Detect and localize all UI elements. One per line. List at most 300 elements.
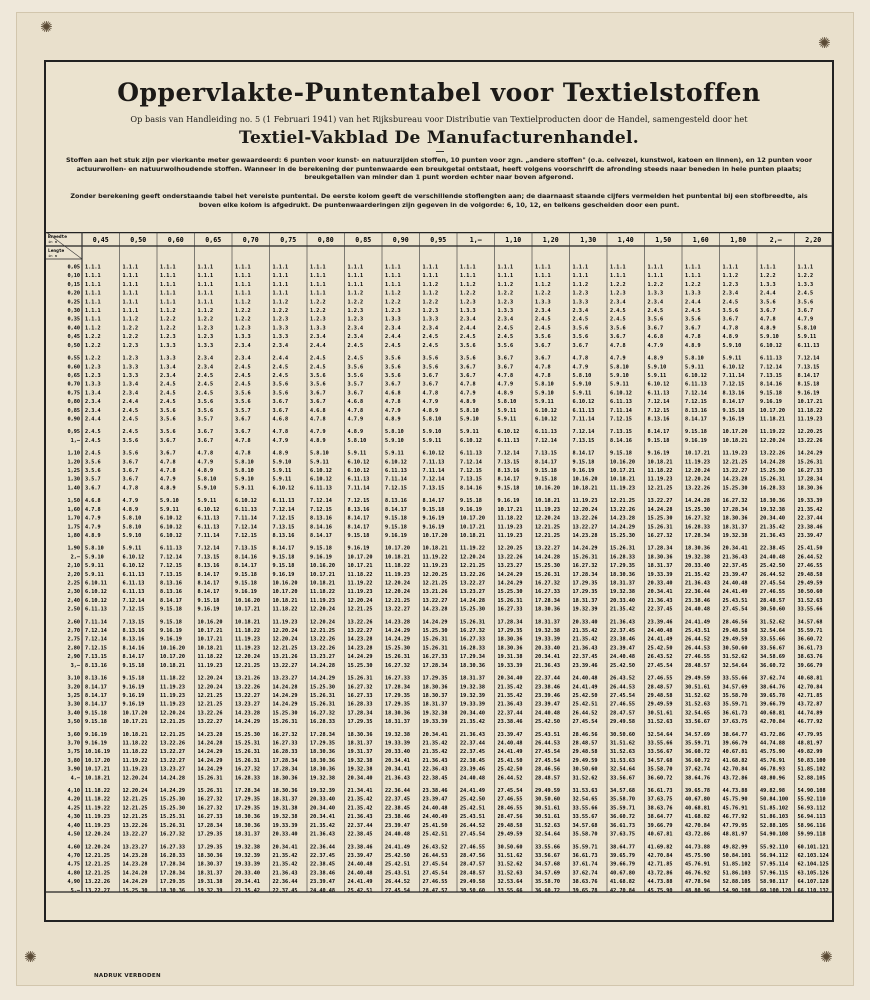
points-cell: 27.45.54 bbox=[760, 580, 785, 587]
points-cell: 28.48.57 bbox=[760, 597, 785, 604]
points-cell: 39.65.78 bbox=[760, 692, 785, 699]
points-cell: 4.6.8 bbox=[647, 334, 664, 341]
points-cell: 13.22.27 bbox=[160, 749, 185, 756]
points-cell: 20.34.41 bbox=[272, 844, 298, 851]
points-cell: 12.21.25 bbox=[610, 498, 635, 505]
points-cell: 5.9.10 bbox=[85, 554, 104, 561]
points-cell: 18.30.36 bbox=[347, 731, 373, 738]
points-cell: 32.54.64 bbox=[647, 731, 673, 738]
points-cell: 19.32.38 bbox=[685, 554, 710, 561]
points-cell: 41.68.82 bbox=[722, 757, 748, 764]
points-cell: 27.45.54 bbox=[535, 749, 560, 756]
points-cell: 17.28.34 bbox=[197, 822, 223, 829]
points-cell: 11.18.22 bbox=[797, 407, 823, 414]
points-cell: 1.1.2 bbox=[235, 299, 251, 306]
points-cell: 2.3.4 bbox=[160, 372, 176, 379]
points-cell: 18.30.36 bbox=[647, 554, 673, 561]
points-cell: 8.13.16 bbox=[685, 407, 707, 414]
points-cell: 14.24.29 bbox=[310, 675, 335, 682]
points-cell: 1.1.1 bbox=[497, 273, 514, 280]
points-cell: 20.34.41 bbox=[535, 654, 560, 661]
points-cell: 16.27.33 bbox=[385, 675, 410, 682]
points-cell: 1.3.3 bbox=[422, 316, 439, 323]
points-cell: 16.27.32 bbox=[572, 563, 598, 570]
points-cell: 47.79.95 bbox=[797, 731, 823, 738]
points-cell: 21.36.43 bbox=[497, 701, 523, 708]
points-cell: 10.18.21 bbox=[272, 597, 298, 604]
points-cell: 29.48.58 bbox=[797, 571, 823, 578]
points-cell: 4.8.9 bbox=[760, 325, 776, 332]
points-cell: 13.22.26 bbox=[160, 740, 185, 747]
points-cell: 8.13.16 bbox=[272, 532, 295, 539]
points-cell: 4.7.8 bbox=[460, 381, 476, 388]
points-cell: 10.16.20 bbox=[197, 619, 223, 626]
points-cell: 15.25.31 bbox=[235, 740, 260, 747]
points-cell: 31.52.63 bbox=[685, 701, 710, 708]
points-cell: 3.6.7 bbox=[422, 381, 439, 388]
points-cell: 1.3.3 bbox=[685, 290, 701, 297]
points-cell: 1.1.1 bbox=[272, 264, 289, 271]
points-cell: 1.1.2 bbox=[572, 281, 589, 288]
points-cell: 1.2.2 bbox=[535, 290, 551, 297]
points-cell: 3.6.7 bbox=[310, 399, 326, 406]
points-cell: 2.3.4 bbox=[722, 290, 739, 297]
points-cell: 7.12.14 bbox=[685, 390, 707, 397]
points-cell: 43.72.86 bbox=[760, 731, 785, 738]
points-cell: 16.27.33 bbox=[535, 589, 560, 596]
points-cell: 2.4.5 bbox=[272, 364, 289, 371]
points-cell: 1.1.2 bbox=[422, 290, 439, 297]
points-cell: 35.58.70 bbox=[535, 879, 560, 886]
points-cell: 20.34.41 bbox=[235, 879, 260, 886]
points-cell: 5.9.11 bbox=[197, 498, 217, 505]
length-label: 2,20 bbox=[67, 571, 80, 578]
points-cell: 13.22.27 bbox=[722, 468, 748, 475]
points-cell: 32.54.64 bbox=[610, 766, 635, 773]
points-cell: 22.38.45 bbox=[385, 805, 410, 812]
points-cell: 5.9.11 bbox=[460, 429, 479, 436]
points-cell: 10.16.20 bbox=[272, 580, 298, 587]
points-cell: 19.31.38 bbox=[197, 879, 223, 886]
points-cell: 19.32.39 bbox=[197, 887, 223, 894]
points-cell: 31.51.62 bbox=[497, 852, 523, 859]
points-cell: 21.35.42 bbox=[460, 719, 485, 726]
points-cell: 3.6.7 bbox=[722, 316, 739, 323]
points-cell: 15.25.30 bbox=[497, 589, 523, 596]
points-cell: 14.24.28 bbox=[685, 498, 710, 505]
points-cell: 5.8.10 bbox=[235, 468, 254, 475]
length-label: 4,20 bbox=[67, 796, 80, 803]
points-cell: 10.18.21 bbox=[160, 662, 185, 669]
points-cell: 12.20.24 bbox=[197, 684, 223, 691]
points-cell: 1.2.2 bbox=[647, 281, 664, 288]
points-cell: 16.27.32 bbox=[535, 580, 560, 587]
length-label: 1,75 bbox=[67, 524, 80, 531]
points-cell: 3.5.6 bbox=[235, 399, 251, 406]
points-cell: 3.5.6 bbox=[572, 325, 589, 332]
points-cell: 6.11.13 bbox=[572, 407, 595, 414]
points-cell: 1.2.3 bbox=[347, 308, 364, 315]
points-cell: 9.15.18 bbox=[197, 597, 220, 604]
points-cell: 14.24.29 bbox=[272, 701, 298, 708]
points-cell: 5.9.11 bbox=[572, 390, 592, 397]
points-cell: 17.29.35 bbox=[347, 719, 373, 726]
points-cell: 42.70.84 bbox=[722, 766, 748, 773]
points-cell: 7.13.15 bbox=[85, 654, 107, 661]
points-cell: 11.18.22 bbox=[122, 749, 148, 756]
points-cell: 26.44.52 bbox=[685, 636, 710, 643]
points-cell: 19.33.39 bbox=[497, 662, 523, 669]
points-cell: 27.46.55 bbox=[497, 796, 523, 803]
points-cell: 12.21.25 bbox=[460, 563, 485, 570]
points-cell: 2.4.4 bbox=[685, 299, 701, 306]
points-cell: 8.13.16 bbox=[197, 563, 220, 570]
points-cell: 4.7.9 bbox=[572, 364, 589, 371]
points-cell: 6.10.11 bbox=[85, 580, 107, 587]
points-cell: 3.5.7 bbox=[235, 407, 251, 414]
points-cell: 37.62.74 bbox=[685, 766, 710, 773]
points-cell: 1.1.1 bbox=[310, 290, 326, 297]
points-cell: 4.8.9 bbox=[272, 450, 289, 457]
points-cell: 33.55.66 bbox=[497, 887, 523, 894]
thumbtack-hole-icon: ✺ bbox=[40, 18, 53, 36]
points-cell: 30.51.61 bbox=[685, 684, 710, 691]
points-cell: 10.18.21 bbox=[572, 485, 598, 492]
points-cell: 2.4.5 bbox=[235, 364, 251, 371]
points-cell: 2.3.4 bbox=[197, 355, 214, 362]
points-cell: 14.24.29 bbox=[160, 788, 185, 795]
points-cell: 4.7.9 bbox=[85, 515, 101, 522]
points-cell: 24.40.48 bbox=[685, 606, 710, 613]
points-cell: 9.15.18 bbox=[310, 545, 332, 552]
points-cell: 9.16.19 bbox=[235, 589, 257, 596]
points-cell: 1.1.1 bbox=[460, 273, 476, 280]
points-cell: 26.44.52 bbox=[385, 879, 410, 886]
points-cell: 10.17.20 bbox=[422, 532, 448, 539]
points-cell: 17.29.34 bbox=[460, 654, 485, 661]
points-cell: 6.10.12 bbox=[85, 589, 107, 596]
points-cell: 5.8.10 bbox=[347, 437, 367, 444]
points-cell: 14.23.28 bbox=[347, 636, 373, 643]
points-cell: 4.7.8 bbox=[197, 450, 214, 457]
points-cell: 15.26.31 bbox=[235, 757, 260, 764]
points-cell: 9.15.18 bbox=[385, 524, 407, 531]
points-cell: 64.107.128 bbox=[797, 879, 829, 886]
points-cell: 1.2.2 bbox=[85, 355, 101, 362]
length-label: 2,75 bbox=[67, 636, 80, 643]
points-cell: 4.7.8 bbox=[685, 334, 701, 341]
points-cell: 31.52.62 bbox=[572, 775, 598, 782]
points-cell: 4.7.9 bbox=[160, 476, 176, 483]
points-cell: 13.23.27 bbox=[235, 701, 260, 708]
length-label: 0,90 bbox=[67, 416, 80, 423]
points-cell: 20.33.40 bbox=[685, 563, 710, 570]
length-label: 2,25 bbox=[67, 580, 80, 587]
points-cell: 12.21.25 bbox=[347, 606, 373, 613]
points-cell: 13.22.27 bbox=[460, 580, 485, 587]
points-cell: 3.6.7 bbox=[160, 450, 176, 457]
points-cell: 44.74.88 bbox=[760, 740, 785, 747]
points-cell: 32.54.64 bbox=[535, 831, 560, 838]
points-cell: 12.20.24 bbox=[160, 710, 185, 717]
points-cell: 2.4.4 bbox=[85, 416, 101, 423]
points-cell: 13.23.27 bbox=[160, 766, 185, 773]
points-cell: 6.11.13 bbox=[685, 381, 707, 388]
points-cell: 23.38.46 bbox=[310, 870, 335, 877]
points-cell: 2.4.5 bbox=[197, 372, 214, 379]
points-cell: 12.21.25 bbox=[422, 580, 448, 587]
points-cell: 18.31.37 bbox=[272, 796, 298, 803]
points-cell: 10.16.20 bbox=[535, 485, 560, 492]
points-cell: 12.20.24 bbox=[85, 844, 110, 851]
points-cell: 22.37.45 bbox=[722, 563, 748, 570]
points-cell: 7.13.15 bbox=[760, 372, 782, 379]
points-cell: 15.26.31 bbox=[497, 597, 523, 604]
points-cell: 7.11.14 bbox=[235, 515, 257, 522]
points-cell: 23.39.46 bbox=[572, 662, 598, 669]
points-cell: 13.22.27 bbox=[572, 524, 598, 531]
points-cell: 8.13.16 bbox=[122, 628, 145, 635]
points-cell: 20.33.40 bbox=[310, 796, 335, 803]
points-cell: 6.11.13 bbox=[235, 506, 257, 513]
points-cell: 9.15.18 bbox=[422, 506, 445, 513]
points-cell: 17.28.34 bbox=[497, 619, 523, 626]
points-cell: 51.85.102 bbox=[760, 805, 789, 812]
points-cell: 39.65.78 bbox=[572, 887, 598, 894]
points-cell: 9.15.18 bbox=[385, 515, 407, 522]
points-cell: 10.17.20 bbox=[460, 515, 485, 522]
points-cell: 14.24.28 bbox=[122, 870, 148, 877]
points-cell: 31.52.62 bbox=[760, 619, 785, 626]
length-label: 1,30 bbox=[67, 476, 80, 483]
points-cell: 6.11.13 bbox=[272, 498, 295, 505]
points-cell: 10.17.21 bbox=[610, 468, 635, 475]
points-cell: 2.4.5 bbox=[85, 429, 101, 436]
points-cell: 6.10.12 bbox=[422, 450, 445, 457]
points-cell: 23.38.46 bbox=[385, 814, 410, 821]
points-cell: 21.35.42 bbox=[572, 636, 598, 643]
points-cell: 8.13.16 bbox=[722, 390, 745, 397]
points-cell: 3.5.6 bbox=[460, 355, 476, 362]
length-label: 0,60 bbox=[67, 364, 80, 371]
points-cell: 4.7.8 bbox=[722, 325, 739, 332]
points-cell: 24.40.48 bbox=[535, 710, 560, 717]
points-cell: 21.36.43 bbox=[572, 645, 598, 652]
points-cell: 1.2.3 bbox=[160, 334, 176, 341]
points-cell: 10.17.21 bbox=[497, 506, 523, 513]
points-cell: 2.4.5 bbox=[197, 390, 214, 397]
points-cell: 1.1.1 bbox=[122, 290, 139, 297]
points-cell: 51.86.103 bbox=[760, 814, 789, 821]
points-cell: 24.40.49 bbox=[422, 814, 448, 821]
points-cell: 51.85.102 bbox=[722, 861, 751, 868]
points-cell: 26.44.53 bbox=[535, 740, 560, 747]
points-cell: 14.23.28 bbox=[722, 476, 748, 483]
points-cell: 10.17.21 bbox=[460, 524, 485, 531]
points-cell: 10.18.21 bbox=[122, 731, 148, 738]
points-cell: 16.28.33 bbox=[460, 645, 485, 652]
points-cell: 7.13.15 bbox=[497, 459, 520, 466]
corner-unit-length: in m bbox=[48, 253, 58, 258]
points-cell: 3.5.6 bbox=[347, 364, 364, 371]
points-cell: 1.1.1 bbox=[85, 273, 101, 280]
points-cell: 12.21.25 bbox=[272, 645, 298, 652]
points-cell: 2.4.5 bbox=[85, 437, 101, 444]
points-cell: 5.8.10 bbox=[235, 459, 254, 466]
points-cell: 10.18.21 bbox=[85, 775, 110, 782]
points-cell: 14.24.28 bbox=[160, 775, 185, 782]
points-cell: 3.6.7 bbox=[272, 407, 289, 414]
points-cell: 30.50.60 bbox=[497, 844, 523, 851]
points-cell: 8.14.17 bbox=[310, 532, 332, 539]
points-cell: 23.39.47 bbox=[797, 532, 823, 539]
points-cell: 5.9.10 bbox=[122, 532, 142, 539]
points-cell: 10.17.21 bbox=[797, 399, 823, 406]
points-cell: 11.19.23 bbox=[647, 476, 673, 483]
points-cell: 36.60.72 bbox=[535, 887, 560, 894]
points-cell: 20.34.41 bbox=[422, 731, 448, 738]
points-cell: 26.43.52 bbox=[647, 654, 673, 661]
points-cell: 18.31.37 bbox=[385, 719, 410, 726]
points-cell: 18.30.37 bbox=[422, 692, 448, 699]
points-cell: 6.10.12 bbox=[197, 506, 220, 513]
points-cell: 29.49.59 bbox=[647, 701, 673, 708]
points-cell: 9.15.18 bbox=[235, 580, 257, 587]
points-cell: 2.3.4 bbox=[85, 399, 101, 406]
points-cell: 31.52.63 bbox=[647, 719, 673, 726]
points-cell: 3.5.7 bbox=[347, 381, 364, 388]
points-cell: 27.46.55 bbox=[422, 879, 448, 886]
points-cell: 1.1.2 bbox=[535, 281, 551, 288]
points-cell: 37.62.74 bbox=[572, 870, 598, 877]
points-cell: 16.27.32 bbox=[385, 662, 410, 669]
points-cell: 20.34.41 bbox=[385, 766, 410, 773]
points-cell: 28.46.56 bbox=[535, 766, 560, 773]
points-cell: 7.12.15 bbox=[685, 399, 707, 406]
points-cell: 3.5.6 bbox=[347, 372, 364, 379]
points-cell: 36.60.72 bbox=[797, 636, 823, 643]
points-cell: 21.36.43 bbox=[647, 597, 673, 604]
points-cell: 2.4.4 bbox=[760, 290, 776, 297]
points-cell: 21.35.42 bbox=[572, 628, 598, 635]
points-cell: 9.16.19 bbox=[760, 399, 782, 406]
points-cell: 4.7.9 bbox=[310, 429, 326, 436]
points-cell: 14.24.29 bbox=[385, 636, 410, 643]
points-cell: 18.30.36 bbox=[310, 766, 335, 773]
points-cell: 1.1.1 bbox=[685, 264, 701, 271]
points-cell: 24.40.48 bbox=[422, 805, 448, 812]
points-cell: 33.56.67 bbox=[535, 852, 560, 859]
points-cell: 4.7.9 bbox=[647, 342, 664, 349]
points-cell: 11.18.21 bbox=[760, 416, 785, 423]
length-label: 0,30 bbox=[67, 308, 80, 315]
points-cell: 1.1.1 bbox=[122, 308, 139, 315]
points-cell: 19.32.38 bbox=[535, 628, 560, 635]
points-cell: 16.27.32 bbox=[647, 532, 673, 539]
length-label: 0,20 bbox=[67, 290, 80, 297]
points-cell: 1.1.1 bbox=[85, 299, 101, 306]
points-cell: 3.5.6 bbox=[197, 399, 214, 406]
points-cell: 22.38.45 bbox=[422, 775, 448, 782]
points-cell: 7.12.14 bbox=[422, 476, 445, 483]
points-cell: 20.33.40 bbox=[385, 749, 410, 756]
points-cell: 19.32.38 bbox=[272, 814, 298, 821]
length-label: 1,60 bbox=[67, 506, 80, 513]
points-cell: 7.11.13 bbox=[422, 459, 445, 466]
points-cell: 14.24.29 bbox=[572, 545, 598, 552]
points-cell: 25.43.51 bbox=[535, 731, 560, 738]
points-cell: 22.38.45 bbox=[310, 861, 335, 868]
points-cell: 12.20.24 bbox=[572, 506, 598, 513]
points-cell: 2.4.5 bbox=[122, 416, 139, 423]
points-cell: 2.3.4 bbox=[385, 325, 401, 332]
points-cell: 15.26.31 bbox=[422, 645, 448, 652]
points-cell: 11.19.23 bbox=[85, 822, 110, 829]
points-cell: 12.21.25 bbox=[647, 485, 673, 492]
points-cell: 21.35.42 bbox=[310, 822, 335, 829]
points-cell: 6.10.12 bbox=[722, 364, 745, 371]
points-cell: 3.5.6 bbox=[160, 429, 176, 436]
points-cell: 24.40.48 bbox=[385, 831, 410, 838]
points-cell: 12.21.25 bbox=[535, 524, 560, 531]
points-cell: 66.110.132 bbox=[797, 887, 829, 894]
points-cell: 8.14.17 bbox=[797, 372, 820, 379]
points-cell: 1.2.2 bbox=[122, 334, 139, 341]
points-cell: 14.23.28 bbox=[347, 645, 373, 652]
points-cell: 6.11.13 bbox=[497, 437, 520, 444]
points-cell: 1.1.1 bbox=[85, 308, 101, 315]
points-cell: 5.9.11 bbox=[385, 450, 404, 457]
points-cell: 11.19.22 bbox=[347, 580, 373, 587]
points-cell: 17.28.34 bbox=[160, 870, 185, 877]
points-cell: 14.24.28 bbox=[647, 506, 673, 513]
points-cell: 15.26.31 bbox=[797, 459, 823, 466]
points-cell: 10.18.21 bbox=[647, 459, 673, 466]
points-cell: 15.25.30 bbox=[685, 506, 710, 513]
points-cell: 9.15.18 bbox=[722, 407, 745, 414]
points-cell: 15.26.31 bbox=[197, 788, 223, 795]
points-cell: 23.39.47 bbox=[310, 879, 335, 886]
points-cell: 1.3.3 bbox=[572, 299, 589, 306]
corner-unit-width: in m bbox=[48, 239, 58, 244]
points-cell: 16.28.33 bbox=[272, 749, 298, 756]
points-cell: 10.16.20 bbox=[610, 459, 635, 466]
length-label: 3,75 bbox=[67, 749, 80, 756]
points-cell: 35.59.71 bbox=[572, 844, 598, 851]
points-cell: 1.2.3 bbox=[272, 316, 289, 323]
points-cell: 12.20.24 bbox=[310, 619, 335, 626]
points-cell: 16.27.33 bbox=[460, 636, 485, 643]
thumbtack-hole-icon: ✺ bbox=[818, 34, 831, 52]
points-cell: 33.56.67 bbox=[760, 645, 785, 652]
points-cell: 6.11.13 bbox=[797, 342, 820, 349]
points-cell: 12.21.25 bbox=[385, 597, 410, 604]
points-cell: 12.21.25 bbox=[122, 814, 148, 821]
width-header: 1,20 bbox=[542, 236, 559, 244]
points-cell: 9.15.18 bbox=[685, 429, 707, 436]
points-cell: 6.11.13 bbox=[122, 589, 145, 596]
points-cell: 1.1.1 bbox=[85, 316, 101, 323]
points-cell: 15.26.31 bbox=[310, 692, 335, 699]
points-cell: 10.18.21 bbox=[722, 437, 748, 444]
points-cell: 3.6.7 bbox=[497, 364, 514, 371]
points-cell: 14.23.28 bbox=[197, 731, 223, 738]
points-cell: 12.21.25 bbox=[535, 532, 560, 539]
points-cell: 1.2.2 bbox=[235, 308, 251, 315]
points-cell: 14.24.29 bbox=[235, 719, 260, 726]
points-cell: 16.28.33 bbox=[685, 524, 710, 531]
points-cell: 1.1.1 bbox=[385, 281, 401, 288]
